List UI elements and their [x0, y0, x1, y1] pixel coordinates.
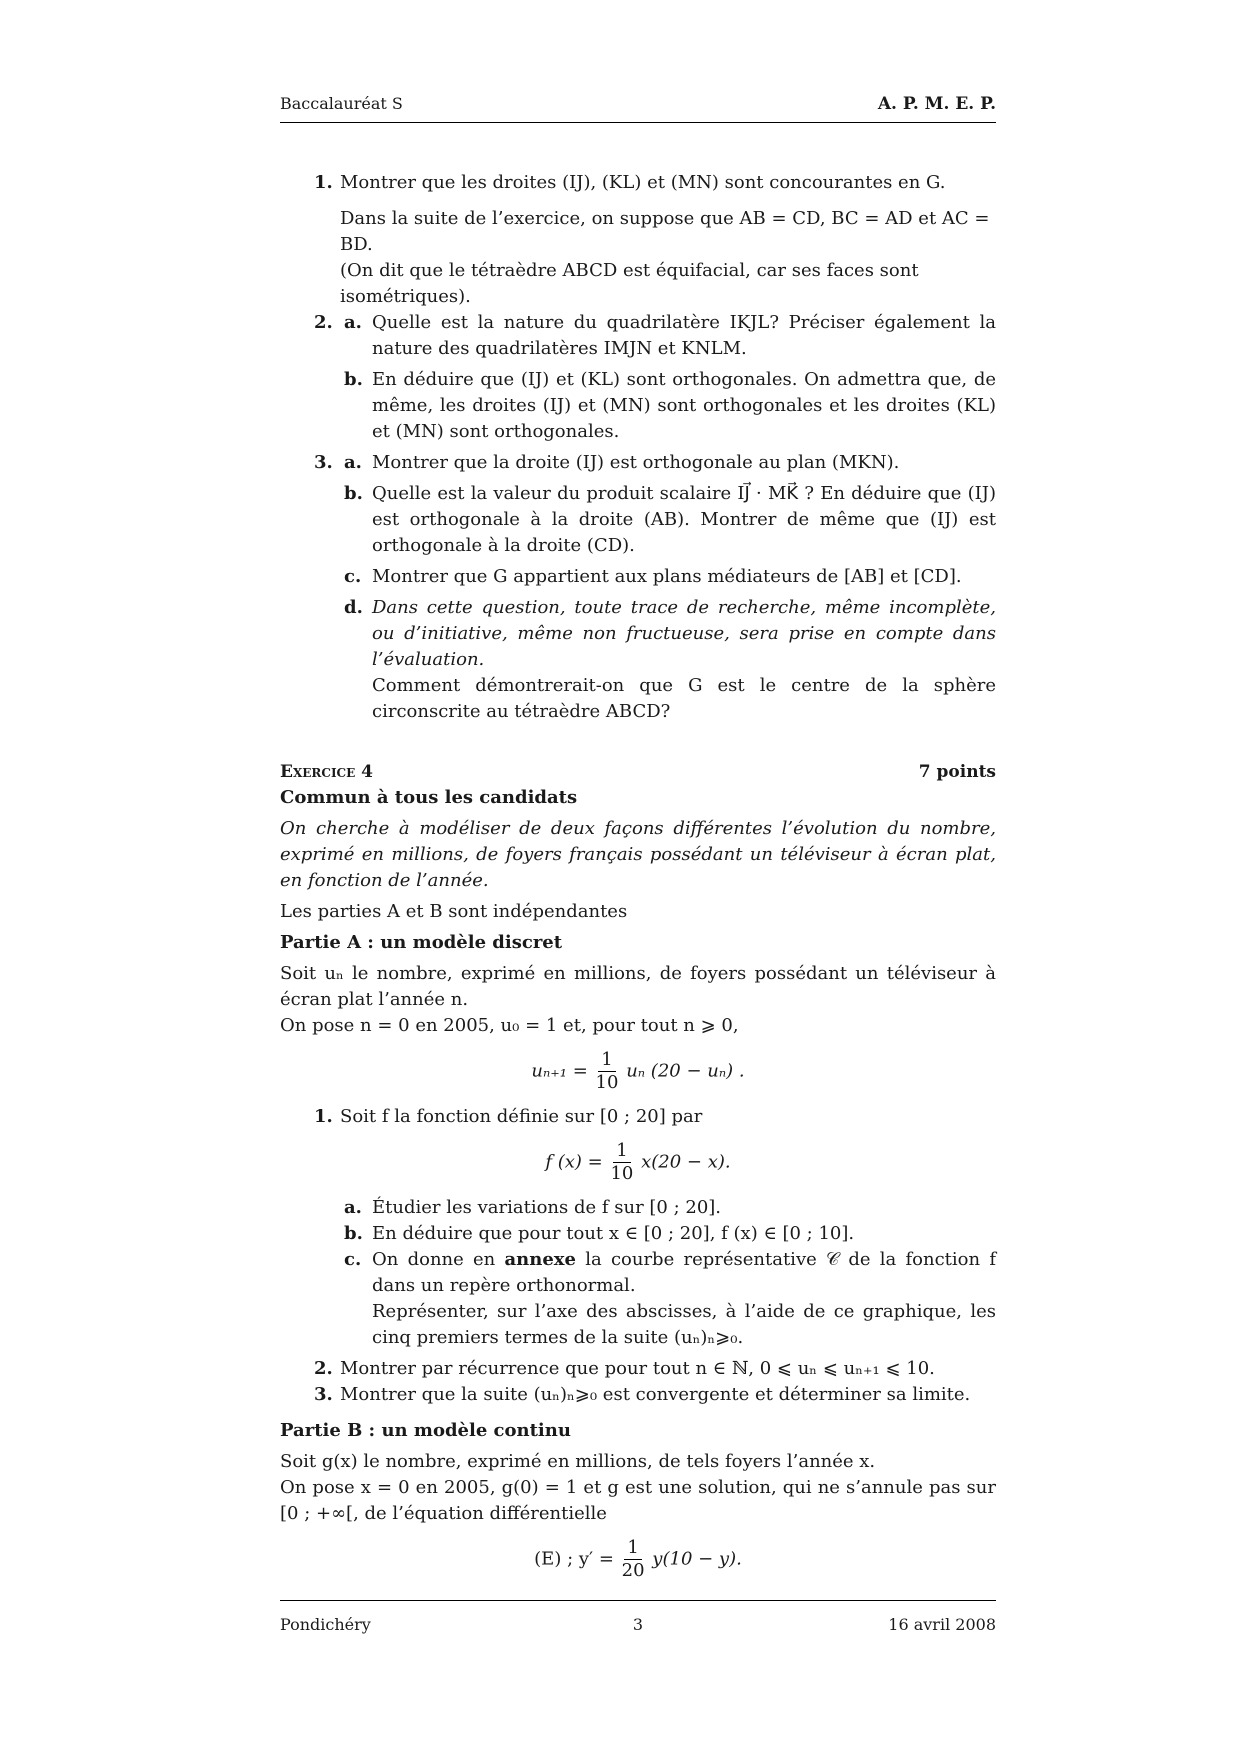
partB-line2: On pose x = 0 en 2005, g(0) = 1 et g est une solution, qui ne s’annule pas sur [0 ; +∞[, de l’équation différentielle — [280, 1477, 996, 1524]
fraction — [610, 1140, 633, 1185]
fraction-numerator: 1 — [598, 1049, 615, 1072]
ex4-intro: On cherche à modéliser de deux façons différentes l’évolution du nombre, exprimé en millions, de foyers français possédant un téléviseur à écran plat, en fonction de l’année. — [280, 818, 996, 891]
ex3-q3c — [280, 564, 996, 590]
q1c-post: la courbe représentative 𝒞 de la fonction f dans un repère orthonormal. — [372, 1249, 996, 1296]
item-letter: d. — [344, 597, 363, 618]
item-letter: a. — [344, 1197, 362, 1218]
fraction-denominator: 20 — [621, 1560, 645, 1581]
formula-recurrence — [280, 1049, 996, 1094]
ex3-intro-line2: (On dit que le tétraèdre ABCD est équifacial, car ses faces sont isométriques). — [340, 260, 919, 307]
partB-line1: Soit g(x) le nombre, exprimé en millions, de tels foyers l’année x. — [280, 1451, 876, 1472]
ex4-q1b-text: En déduire que pour tout x ∈ [0 ; 20], f (x) ∈ [0 ; 10]. — [372, 1223, 855, 1244]
page-footer — [280, 1600, 996, 1634]
ex4-q1c — [280, 1247, 996, 1351]
item-letter: c. — [344, 566, 362, 587]
item-letter: b. — [344, 369, 363, 390]
formula-lhs: f (x) = — [545, 1151, 603, 1173]
fraction — [596, 1049, 619, 1094]
ex4-independent-note: Les parties A et B sont indépendantes — [280, 901, 628, 922]
ex3-q2b-text: En déduire que (IJ) et (KL) sont orthogonales. On admettra que, de même, les droites (IJ) et (MN) sont orthogonales et les droites (KL) et (MN) sont orthogonales. — [372, 369, 996, 442]
ex3-q1-text: Montrer que les droites (IJ), (KL) et (MN) sont concourantes en G. — [340, 172, 946, 193]
item-number: 2. — [314, 312, 333, 333]
ex3-q3d-text: Comment démontrerait-on que G est le centre de la sphère circonscrite au tétraèdre ABCD? — [372, 675, 996, 722]
q1c-annexe: annexe — [504, 1249, 576, 1270]
ex4-q1a-text: Étudier les variations de f sur [0 ; 20]. — [372, 1197, 722, 1218]
item-letter: c. — [344, 1249, 362, 1270]
formula-rhs: x(20 − x). — [641, 1151, 731, 1173]
item-number: 2. — [314, 1358, 333, 1379]
page-number: 3 — [632, 1615, 644, 1634]
fraction-numerator: 1 — [613, 1140, 630, 1163]
footer-date: 16 avril 2008 — [888, 1615, 996, 1634]
formula-lhs: (E) ; y′ = — [534, 1548, 614, 1570]
ex3-q3a-text: Montrer que la droite (IJ) est orthogonale au plan (MKN). — [372, 452, 900, 473]
ex3-q2a — [280, 310, 996, 362]
partB-title: Partie B : un modèle continu — [280, 1420, 571, 1441]
ex3-intro-line1: Dans la suite de l’exercice, on suppose que AB = CD, BC = AD et AC = BD. — [340, 208, 990, 255]
partA-line2: On pose n = 0 en 2005, u₀ = 1 et, pour tout n ⩾ 0, — [280, 1015, 739, 1036]
ex3-q3d — [280, 595, 996, 725]
ex4-q3-text: Montrer que la suite (uₙ)ₙ⩾₀ est convergente et déterminer sa limite. — [340, 1384, 971, 1405]
header-right: A. P. M. E. P. — [877, 94, 996, 114]
partA-title: Partie A : un modèle discret — [280, 932, 563, 953]
fraction — [622, 1537, 645, 1582]
item-letter: a. — [344, 312, 362, 333]
item-letter: b. — [344, 483, 363, 504]
formula-rhs: y(10 − y). — [652, 1548, 742, 1570]
ex3-q3c-text: Montrer que G appartient aux plans médiateurs de [AB] et [CD]. — [372, 566, 962, 587]
ex4-q1c-text — [372, 1247, 996, 1299]
item-letter: b. — [344, 1223, 363, 1244]
ex4-subtitle: Commun à tous les candidats — [280, 787, 578, 808]
partA-line1: Soit uₙ le nombre, exprimé en millions, de foyers possédant un téléviseur à écran plat l’année n. — [280, 963, 996, 1010]
ex4-q3 — [280, 1382, 996, 1408]
ex4-q1a — [280, 1195, 996, 1221]
item-letter: a. — [344, 452, 362, 473]
page-content — [280, 170, 996, 1592]
ex4-q2-text: Montrer par récurrence que pour tout n ∈ ℕ, 0 ⩽ uₙ ⩽ uₙ₊₁ ⩽ 10. — [340, 1358, 935, 1379]
ex3-q2a-text: Quelle est la nature du quadrilatère IKJL? Préciser également la nature des quadrilatères IMJN et KNLM. — [372, 312, 996, 359]
fraction-numerator: 1 — [624, 1537, 641, 1560]
item-number: 1. — [314, 1106, 333, 1127]
ex3-q3a — [280, 450, 996, 476]
fraction-denominator: 10 — [595, 1072, 619, 1093]
item-number: 1. — [314, 172, 333, 193]
q1c-pre: On donne en — [372, 1249, 505, 1270]
item-number: 3. — [314, 1384, 333, 1405]
item-number: 3. — [314, 452, 333, 473]
page-header — [280, 94, 996, 123]
formula-differential — [280, 1537, 996, 1582]
ex4-q1 — [280, 1104, 996, 1130]
ex4-points: 7 points — [918, 762, 996, 782]
ex3-q3d-italic: Dans cette question, toute trace de recherche, même incomplète, ou d’initiative, même non fructueuse, sera prise en compte dans l’évaluation. — [372, 597, 996, 670]
formula-lhs: uₙ₊₁ = — [531, 1060, 588, 1082]
ex3-q3b — [280, 481, 996, 559]
footer-left: Pondichéry — [280, 1615, 371, 1634]
formula-function — [280, 1140, 996, 1185]
ex4-q1b — [280, 1221, 996, 1247]
fraction-denominator: 10 — [610, 1163, 634, 1184]
ex4-title-row — [280, 759, 996, 785]
ex3-q2b — [280, 367, 996, 445]
formula-rhs: uₙ (20 − uₙ) . — [626, 1060, 745, 1082]
header-left: Baccalauréat S — [280, 94, 403, 113]
ex4-q1c-text2: Représenter, sur l’axe des abscisses, à l’aide de ce graphique, les cinq premiers termes de la suite (uₙ)ₙ⩾₀. — [372, 1301, 996, 1348]
ex4-q1-text: Soit f la fonction définie sur [0 ; 20] par — [340, 1106, 703, 1127]
ex3-q1 — [280, 170, 996, 196]
ex4-title: Exercice 4 — [280, 762, 373, 782]
ex3-q3b-text: Quelle est la valeur du produit scalaire IJ⃗ · MK⃗ ? En déduire que (IJ) est orthogonale à la droite (AB). Montrer de même que (IJ) est orthogonale à la droite (CD). — [372, 483, 996, 556]
ex4-q2 — [280, 1356, 996, 1382]
